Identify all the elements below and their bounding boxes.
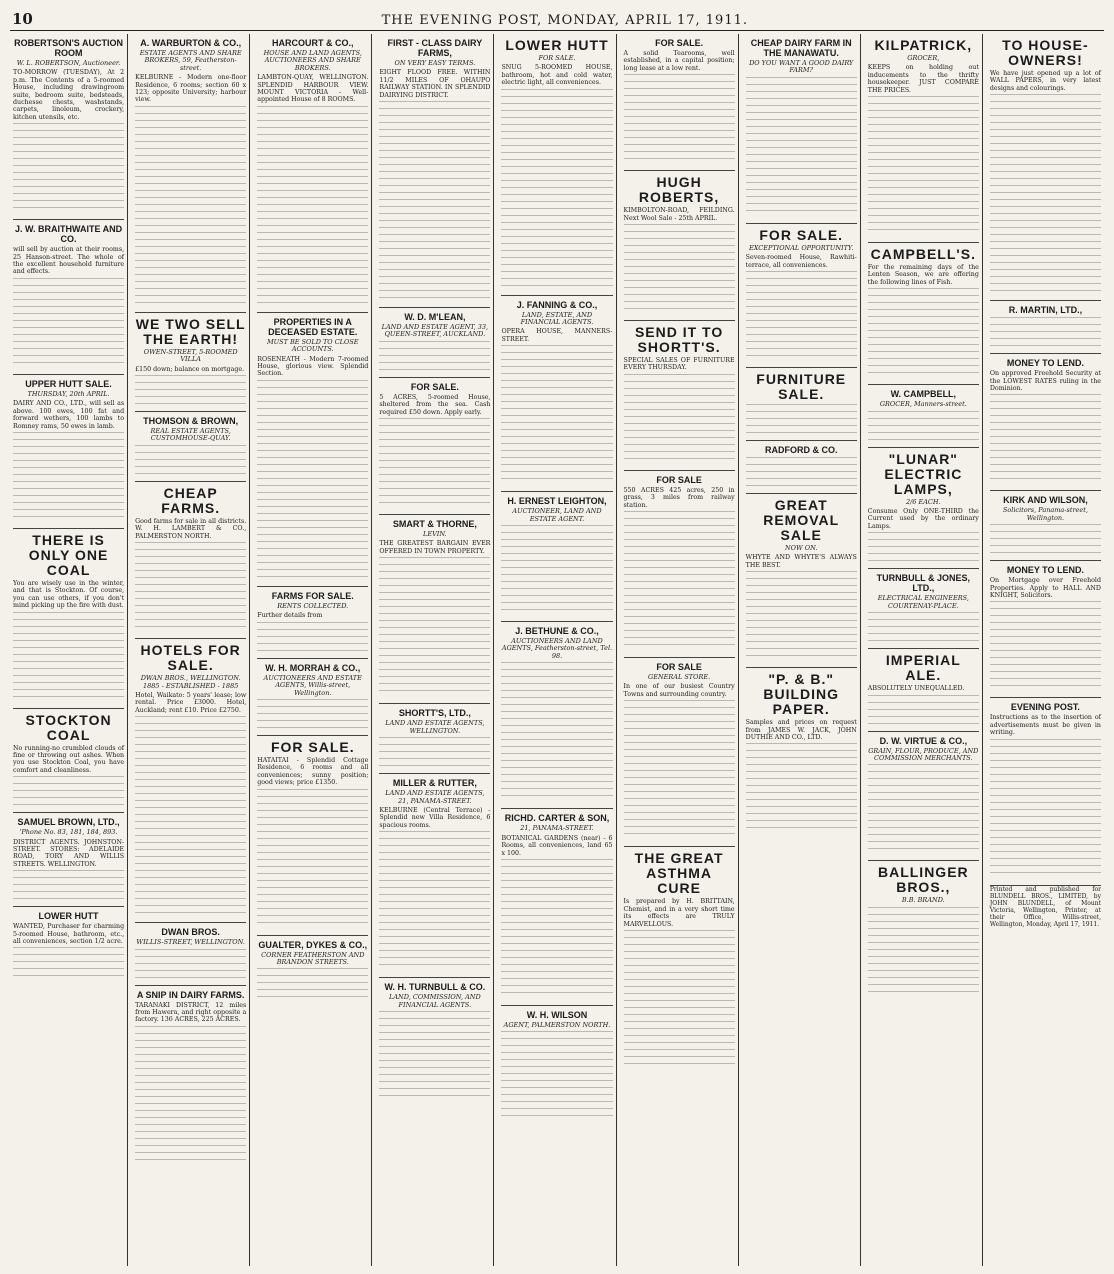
advertisement xyxy=(135,313,246,412)
ad-body: KELBURNE (Central Terrace) - Splendid new Villa Residence, 6 spacious rooms. xyxy=(379,806,491,829)
advertisement xyxy=(746,34,857,224)
ad-small-print xyxy=(746,743,857,833)
ad-body: LAMBTON-QUAY, WELLINGTON. SPLENDID HARBOUR VIEW. MOUNT VICTORIA - Well-appointed House of 8 ROOMS. xyxy=(257,74,369,104)
ad-heading: BALLINGER BROS., xyxy=(877,864,969,896)
ad-heading: CHEAP DAIRY FARM IN THE MANAWATU. xyxy=(750,38,852,58)
ad-small-print xyxy=(501,525,612,615)
ad-body: You are wisely use in the winter, and that is Stockton. Of course, you can use others, if you don't mind picking up the fire with dust. xyxy=(13,579,125,610)
masthead-title: THE EVENING POST, MONDAY, APRIL 17, 1911. xyxy=(381,13,749,28)
advertisement xyxy=(13,709,124,814)
ad-small-print xyxy=(13,776,124,806)
ad-body: On approved Freehold Security at the LOWEST RATES ruling in the Dominion. xyxy=(989,370,1101,393)
advertisement xyxy=(135,412,246,482)
ad-body: KELBURNE - Modern one-floor Residence, 6 rooms; section 60 x 123; opposite University; harbour view. xyxy=(135,74,247,104)
ad-body: THE GREATEST BARGAIN EVER OFFERED IN TOWN PROPERTY. xyxy=(379,540,491,555)
advertisement xyxy=(990,698,1101,885)
ad-small-print xyxy=(13,432,124,522)
ad-body: OPERA HOUSE, MANNERS-STREET. xyxy=(501,328,613,343)
ad-heading: EVENING POST. xyxy=(1010,702,1080,713)
ad-subheading: RENTS COLLECTED. xyxy=(277,601,349,610)
ad-heading: IMPERIAL ALE. xyxy=(885,652,961,684)
ad-small-print xyxy=(379,341,490,371)
column-1 xyxy=(10,34,128,1266)
ad-small-print xyxy=(13,870,124,900)
ad-small-print xyxy=(746,404,857,434)
advertisement xyxy=(135,639,246,923)
advertisement xyxy=(990,301,1101,354)
ad-small-print xyxy=(135,106,246,306)
ad-small-print xyxy=(624,511,735,651)
ad-small-print xyxy=(379,418,490,508)
ad-heading: SEND IT TO SHORTT'S. xyxy=(634,324,724,356)
ad-small-print xyxy=(868,695,979,725)
ad-heading: W. H. MORRAH & CO., xyxy=(265,662,361,673)
ad-body: Good farms for sale in all districts. W. H. LAMBERT & CO., PALMERSTON NORTH. xyxy=(135,517,247,540)
ad-small-print xyxy=(501,662,612,802)
ad-subheading: AGENT, PALMERSTON NORTH. xyxy=(503,1020,611,1029)
ad-subheading: 'Phone No. 83, 181, 184, 893. xyxy=(19,828,118,837)
ad-small-print xyxy=(257,789,368,929)
ad-subheading: AUCTIONEERS AND LAND AGENTS, Featherston-street, Tel. 98. xyxy=(501,637,613,660)
ad-small-print xyxy=(135,949,246,979)
ad-heading: ROBERTSON'S AUCTION ROOM xyxy=(14,38,123,58)
ad-heading: WE TWO SELL THE EARTH! xyxy=(135,315,246,347)
ad-subheading: LAND AND ESTATE AGENTS, WELLINGTON. xyxy=(385,719,485,735)
ad-small-print xyxy=(624,374,735,464)
ad-small-print xyxy=(379,831,490,971)
ad-heading: RICHD. CARTER & SON, xyxy=(504,813,610,824)
advertisement xyxy=(13,375,124,529)
advertisement xyxy=(257,34,368,313)
ad-body: Samples and prices on request from JAMES W. JACK, JOHN DUTHIE AND CO., LTD. xyxy=(745,719,857,742)
ad-body: TO-MORROW (TUESDAY), At 2 p.m. The Contents of a 5-roomed House, including drawingroom suite, bedroom suite, bedsteads, duchesse chests, washstands, carpets, linoleum, crockery, kitchen utensils, etc. xyxy=(13,69,125,121)
advertisement xyxy=(624,471,735,658)
ad-heading: J. FANNING & CO., xyxy=(516,299,598,310)
ad-body: A solid Tearooms, well established, in a capital position; long lease at a low rent. xyxy=(623,50,735,72)
advertisement xyxy=(379,34,490,308)
ad-heading: MONEY TO LEND. xyxy=(1006,358,1085,369)
ad-body: No running-no crumbled clouds of fine or throwing out ashes. When you use Stockton Coal, you have comfort and cleanliness. xyxy=(13,744,125,774)
ad-heading: W. D. M'LEAN, xyxy=(404,312,466,323)
advertisement xyxy=(746,224,857,368)
ad-subheading: GRAIN, FLOUR, PRODUCE, AND COMMISSION MERCHANTS. xyxy=(868,746,979,762)
column-7 xyxy=(743,34,861,1266)
advertisement xyxy=(746,368,857,441)
ad-heading: FOR SALE. xyxy=(410,381,459,392)
advertisement xyxy=(990,561,1101,698)
advertisement xyxy=(13,907,124,983)
ad-body: On Mortgage over Freehold Properties. Apply to HALL AND KNIGHT, Solicitors. xyxy=(989,577,1101,600)
ad-small-print xyxy=(13,123,124,213)
ad-heading: FOR SALE. xyxy=(655,38,704,48)
advertisement xyxy=(624,658,735,847)
advertisement xyxy=(990,34,1101,301)
ad-small-print xyxy=(990,94,1101,294)
ad-subheading: REAL ESTATE AGENTS, CUSTOMHOUSE-QUAY. xyxy=(150,427,231,443)
column-8 xyxy=(865,34,983,1266)
ad-subheading: GROCER, Manners-street. xyxy=(879,400,967,409)
ad-heading: D. W. VIRTUE & CO., xyxy=(879,735,968,746)
ad-body: Is prepared by H. BRITTAIN, Chemist, and in a very short time its effects are TRULY MARVELLOUS. xyxy=(623,898,735,928)
advertisement xyxy=(13,220,124,375)
advertisement xyxy=(868,448,979,570)
ad-heading: CHEAP FARMS. xyxy=(161,484,221,516)
ad-heading: FOR SALE xyxy=(656,662,702,673)
advertisement xyxy=(501,34,612,296)
ad-small-print xyxy=(990,601,1101,691)
ad-small-print xyxy=(990,739,1101,879)
masthead-spacer xyxy=(1097,10,1102,28)
ad-subheading: HOUSE AND LAND AGENTS, AUCTIONEERS AND SHARE BROKERS. xyxy=(263,49,362,72)
columns xyxy=(10,34,1104,1266)
ad-subheading: LAND AND ESTATE AGENT, 33, QUEEN-STREET, AUCKLAND. xyxy=(381,323,489,339)
ad-small-print xyxy=(13,278,124,368)
ad-small-print xyxy=(868,96,979,236)
advertisement xyxy=(257,313,368,587)
ad-small-print xyxy=(746,571,857,661)
advertisement xyxy=(746,494,857,668)
ad-body: For the remaining days of the Lenten Season, we are offering the following lines of Fish. xyxy=(867,264,979,286)
column-2 xyxy=(132,34,250,1266)
advertisement xyxy=(868,569,979,649)
advertisement xyxy=(501,1006,612,1127)
ad-subheading: LAND, ESTATE, AND FINANCIAL AGENTS. xyxy=(520,310,594,327)
ad-heading: THERE IS ONLY ONE COAL xyxy=(28,531,109,578)
ad-heading: GUALTER, DYKES & CO., xyxy=(258,939,368,950)
ad-heading: HUGH ROBERTS, xyxy=(638,174,720,206)
ad-small-print xyxy=(746,271,857,361)
ad-subheading: CORNER FEATHERSTON AND BRANDON STREETS. xyxy=(261,950,365,966)
ad-small-print xyxy=(868,411,979,441)
ad-subheading: NOW ON. xyxy=(784,544,818,553)
ad-heading: FOR SALE xyxy=(656,474,702,485)
ad-small-print xyxy=(624,700,735,840)
column-9 xyxy=(987,34,1104,1266)
ad-heading: R. MARTIN, LTD., xyxy=(1008,305,1083,316)
ad-body: Instructions as to the insertion of advertisements must be given in writing. xyxy=(989,714,1101,737)
ad-heading: KILPATRICK, xyxy=(874,37,973,53)
ad-heading: THOMSON & BROWN, xyxy=(143,416,239,427)
ad-heading: UPPER HUTT SALE. xyxy=(25,378,112,389)
advertisement xyxy=(379,978,490,1107)
page-number: 10 xyxy=(12,10,33,28)
ad-subheading: WILLIS-STREET, WELLINGTON. xyxy=(136,938,245,947)
advertisement xyxy=(990,491,1101,561)
advertisement xyxy=(379,515,490,704)
ad-heading: SHORTT'S, LTD., xyxy=(398,708,471,719)
ad-heading: "LUNAR" ELECTRIC LAMPS, xyxy=(884,450,963,497)
ad-subheading: FOR SALE. xyxy=(538,54,576,62)
advertisement xyxy=(13,529,124,709)
advertisement xyxy=(501,809,612,1006)
column-3 xyxy=(254,34,372,1266)
ad-heading: J. BETHUNE & CO., xyxy=(515,626,599,637)
ad-small-print xyxy=(990,317,1101,347)
ad-small-print xyxy=(135,716,246,916)
ad-heading: FARMS FOR SALE. xyxy=(271,590,354,601)
ad-heading: SAMUEL BROWN, LTD., xyxy=(17,817,120,828)
ad-body: SNUG 5-ROOMED HOUSE, bathroom, hot and cold water, electric light, all conveniences. xyxy=(501,64,613,87)
ad-heading: J. W. BRAITHWAITE AND CO. xyxy=(14,224,123,245)
ad-small-print xyxy=(624,74,735,164)
ad-subheading: ESTATE AGENTS AND SHARE BROKERS, 59, Featherston-street. xyxy=(139,49,242,72)
advertisement xyxy=(13,813,124,907)
ad-body: We have just opened up a lot of WALL PAPERS, in very latest designs and colourings. xyxy=(989,70,1101,92)
advertisement xyxy=(257,936,368,1005)
ad-small-print xyxy=(501,859,612,999)
ad-heading: LOWER HUTT xyxy=(38,911,99,922)
ad-small-print xyxy=(257,699,368,729)
advertisement xyxy=(868,243,979,385)
ad-body: EIGHT FLOOD FREE. WITHIN 11/2 MILES OF OHAUPO RAILWAY STATION. IN SPLENDID DAIRYING DISTRICT. xyxy=(379,69,491,99)
ad-subheading: GENERAL STORE. xyxy=(648,673,711,682)
ad-small-print xyxy=(746,457,857,487)
ad-small-print xyxy=(624,930,735,1070)
ad-body: ABSOLUTELY UNEQUALLED. xyxy=(867,685,965,693)
ad-heading: MILLER & RUTTER, xyxy=(392,778,477,789)
ad-heading: W. H. TURNBULL & CO. xyxy=(384,982,486,993)
advertisement xyxy=(868,861,979,1002)
ad-small-print xyxy=(379,737,490,767)
ad-subheading: ON VERY EASY TERMS. xyxy=(394,59,476,67)
advertisement xyxy=(379,308,490,378)
ad-subheading: EXCEPTIONAL OPPORTUNITY. xyxy=(748,243,854,252)
imprint-footer: Printed and published for BLUNDELL BROS., LIMITED, by JOHN BLUNDELL, of Mount Victoria, Wellington, Printer, at their Office, Willis-street, Wellington, Monday, April 17, 1911. xyxy=(989,885,1101,928)
advertisement xyxy=(990,354,1101,491)
advertisement xyxy=(257,659,368,736)
ad-body: DISTRICT AGENTS. JOHNSTON-STREET. STORES: ADELAIDE ROAD, TORY AND WILLIS STREETS. WELLINGTON. xyxy=(13,838,125,868)
ad-small-print xyxy=(135,375,246,405)
advertisement xyxy=(501,296,612,493)
ad-heading: CAMPBELL'S. xyxy=(870,246,976,263)
advertisement xyxy=(135,986,246,1172)
ad-heading: HARCOURT & CO., xyxy=(272,38,354,48)
ad-heading: W. CAMPBELL, xyxy=(890,389,957,400)
ad-small-print xyxy=(868,907,979,997)
ad-body: £150 down; balance on mortgage. xyxy=(135,365,245,373)
ad-small-print xyxy=(379,1011,490,1101)
advertisement xyxy=(501,622,612,809)
ad-body: SPECIAL SALES OF FURNITURE EVERY THURSDAY. xyxy=(623,357,735,372)
ad-heading: A. WARBURTON & CO., xyxy=(140,38,242,48)
ad-body: Hotel, Waikato: 5 years' lease; low rental. Price £3000. Hotel, Auckland; rent £10. Price £2750. xyxy=(135,691,247,714)
ad-heading: KIRK AND WILSON, xyxy=(1003,495,1088,506)
advertisement xyxy=(624,34,735,171)
advertisement xyxy=(624,847,735,1076)
ad-small-print xyxy=(257,968,368,998)
ad-subheading: AUCTIONEER, LAND AND ESTATE AGENT. xyxy=(512,507,602,523)
ad-subheading: Solicitors, Panama-street, Wellington. xyxy=(1002,506,1088,522)
advertisement xyxy=(379,774,490,978)
ad-subheading: 2/6 EACH. xyxy=(905,497,941,506)
ad-subheading: MUST BE SOLD TO CLOSE ACCOUNTS. xyxy=(267,337,359,354)
ad-heading: GREAT REMOVAL SALE xyxy=(763,497,840,544)
ad-body: HATAITAI - Splendid Cottage Residence, 6 rooms and all conveniences; sunny position; good views; price £1350. xyxy=(257,756,369,787)
ad-subheading: LAND, COMMISSION, AND FINANCIAL AGENTS. xyxy=(389,993,481,1009)
ad-heading: "P. & B." BUILDING PAPER. xyxy=(763,671,840,718)
ad-heading: SMART & THORNE, xyxy=(392,519,477,530)
ad-body: 5 ACRES, 5-roomed House, sheltered from the sea. Cash required £50 down. Apply early. xyxy=(379,393,491,416)
ad-body: KIMBOLTON-ROAD, FEILDING. Next Wool Sale - 25th APRIL. xyxy=(623,207,735,222)
ad-heading: A SNIP IN DAIRY FARMS. xyxy=(136,989,245,1000)
ad-heading: TO HOUSE-OWNERS! xyxy=(1002,37,1089,68)
ad-subheading: ELECTRICAL ENGINEERS, COURTENAY-PLACE. xyxy=(877,594,969,610)
ad-heading: HOTELS FOR SALE. xyxy=(140,642,241,674)
ad-small-print xyxy=(257,380,368,580)
ad-body: ROSENEATH - Modern 7-roomed House, glorious view. Splendid Section. xyxy=(257,355,369,378)
ad-heading: FOR SALE. xyxy=(759,226,844,243)
column-6 xyxy=(621,34,739,1266)
advertisement xyxy=(379,378,490,515)
ad-subheading: W. L. ROBERTSON, Auctioneer. xyxy=(16,59,121,67)
ad-body: TARANAKI DISTRICT, 12 miles from Hawera, and right opposite a factory. 136 ACRES, 225 ACRES. xyxy=(135,1001,247,1024)
ad-body: Consume Only ONE-THIRD the Current used by the ordinary Lamps. xyxy=(867,508,979,530)
ad-body: Seven-roomed House, Rawhiti-terrace, all conveniences. xyxy=(745,254,857,269)
ad-small-print xyxy=(868,288,979,378)
advertisement xyxy=(379,704,490,774)
advertisement xyxy=(624,321,735,471)
ad-heading: PROPERTIES IN A DECEASED ESTATE. xyxy=(268,316,358,337)
ad-small-print xyxy=(868,532,979,562)
ad-subheading: GROCER, xyxy=(907,54,940,62)
ad-heading: FIRST - CLASS DAIRY FARMS, xyxy=(387,38,483,58)
advertisement xyxy=(868,649,979,731)
ad-subheading: DWAN BROS., WELLINGTON. 1885 - ESTABLISHED - 1885 xyxy=(140,674,241,690)
ad-subheading: AUCTIONEERS AND ESTATE AGENTS, Willis-street, Wellington. xyxy=(263,673,362,697)
ad-heading: STOCKTON COAL xyxy=(25,711,112,743)
ad-small-print xyxy=(257,106,368,306)
ad-small-print xyxy=(746,77,857,217)
ad-subheading: B.B. BRAND. xyxy=(901,896,945,905)
ad-small-print xyxy=(379,101,490,301)
ad-subheading: LEVIN. xyxy=(423,530,447,539)
column-4 xyxy=(376,34,494,1266)
advertisement xyxy=(868,34,979,243)
advertisement xyxy=(501,492,612,622)
advertisement xyxy=(746,441,857,494)
ad-small-print xyxy=(868,764,979,854)
advertisement xyxy=(868,385,979,447)
ad-subheading: OWEN-STREET, 5-ROOMED VILLA xyxy=(143,347,238,364)
ad-body: WANTED, Purchaser for charming 5-roomed House, bathroom, etc., all conveniences, section 1/2 acre. xyxy=(13,923,125,945)
ad-heading: FURNITURE SALE. xyxy=(756,371,847,403)
ad-small-print xyxy=(990,524,1101,554)
ad-body: WHYTE AND WHYTE'S ALWAYS THE BEST. xyxy=(745,554,857,569)
ad-heading: TURNBULL & JONES, LTD., xyxy=(876,573,970,594)
ad-small-print xyxy=(624,224,735,314)
ad-small-print xyxy=(990,394,1101,484)
advertisement xyxy=(13,34,124,220)
ad-small-print xyxy=(135,445,246,475)
ad-small-print xyxy=(868,612,979,642)
ad-small-print xyxy=(379,557,490,697)
ad-subheading: LAND AND ESTATE AGENTS, 21, PANAMA-STREET. xyxy=(385,789,485,805)
ad-small-print xyxy=(501,1031,612,1121)
masthead xyxy=(10,6,1104,31)
advertisement xyxy=(135,34,246,313)
ad-body: BOTANICAL GARDENS (near) - 6 Rooms, all conveniences, land 65 x 100. xyxy=(501,834,613,857)
ad-subheading: DO YOU WANT A GOOD DAIRY FARM? xyxy=(749,59,854,75)
ad-body: In one of our busiest Country Towns and surrounding country. xyxy=(623,683,735,698)
column-5 xyxy=(498,34,616,1266)
advertisement xyxy=(257,587,368,659)
ad-body: 550 ACRES 425 acres, 250 in grass, 3 miles from railway station. xyxy=(623,486,735,509)
ad-subheading: THURSDAY, 20th APRIL. xyxy=(27,389,110,398)
advertisement xyxy=(746,668,857,839)
ad-body: DAIRY AND CO., LTD., will sell as above. 100 ewes, 100 fat and forward wethers, 100 lambs to Romney rams, 50 ewes in lamb. xyxy=(13,400,125,430)
ad-body: KEEPS on holding out inducements to the thrifty housekeeper. JUST COMPARE THE PRICES. xyxy=(867,64,979,94)
ad-small-print xyxy=(13,947,124,977)
ad-small-print xyxy=(257,622,368,652)
advertisement xyxy=(257,736,368,936)
ad-heading: W. H. WILSON xyxy=(526,1009,588,1020)
advertisement xyxy=(135,482,246,639)
advertisement xyxy=(624,171,735,321)
ad-body: Further details from xyxy=(257,612,323,620)
ad-small-print xyxy=(501,89,612,289)
advertisement xyxy=(868,732,979,862)
ad-heading: H. ERNEST LEIGHTON, xyxy=(507,496,607,507)
ad-small-print xyxy=(13,612,124,702)
ad-heading: FOR SALE. xyxy=(270,738,355,755)
ad-heading: DWAN BROS. xyxy=(161,927,220,938)
advertisement xyxy=(135,923,246,985)
ad-small-print xyxy=(135,542,246,632)
ad-heading: LOWER HUTT xyxy=(505,37,609,53)
ad-body: will sell by auction at their rooms, 25 Hanson-street. The whole of the excellent household furniture and effects. xyxy=(13,246,125,276)
ad-heading: THE GREAT ASTHMA CURE xyxy=(634,850,724,897)
ad-heading: MONEY TO LEND. xyxy=(1006,565,1085,576)
ad-subheading: 21, PANAMA-STREET. xyxy=(520,824,594,833)
ad-small-print xyxy=(501,345,612,485)
ad-small-print xyxy=(135,1026,246,1166)
ad-heading: RADFORD & CO. xyxy=(764,445,838,456)
